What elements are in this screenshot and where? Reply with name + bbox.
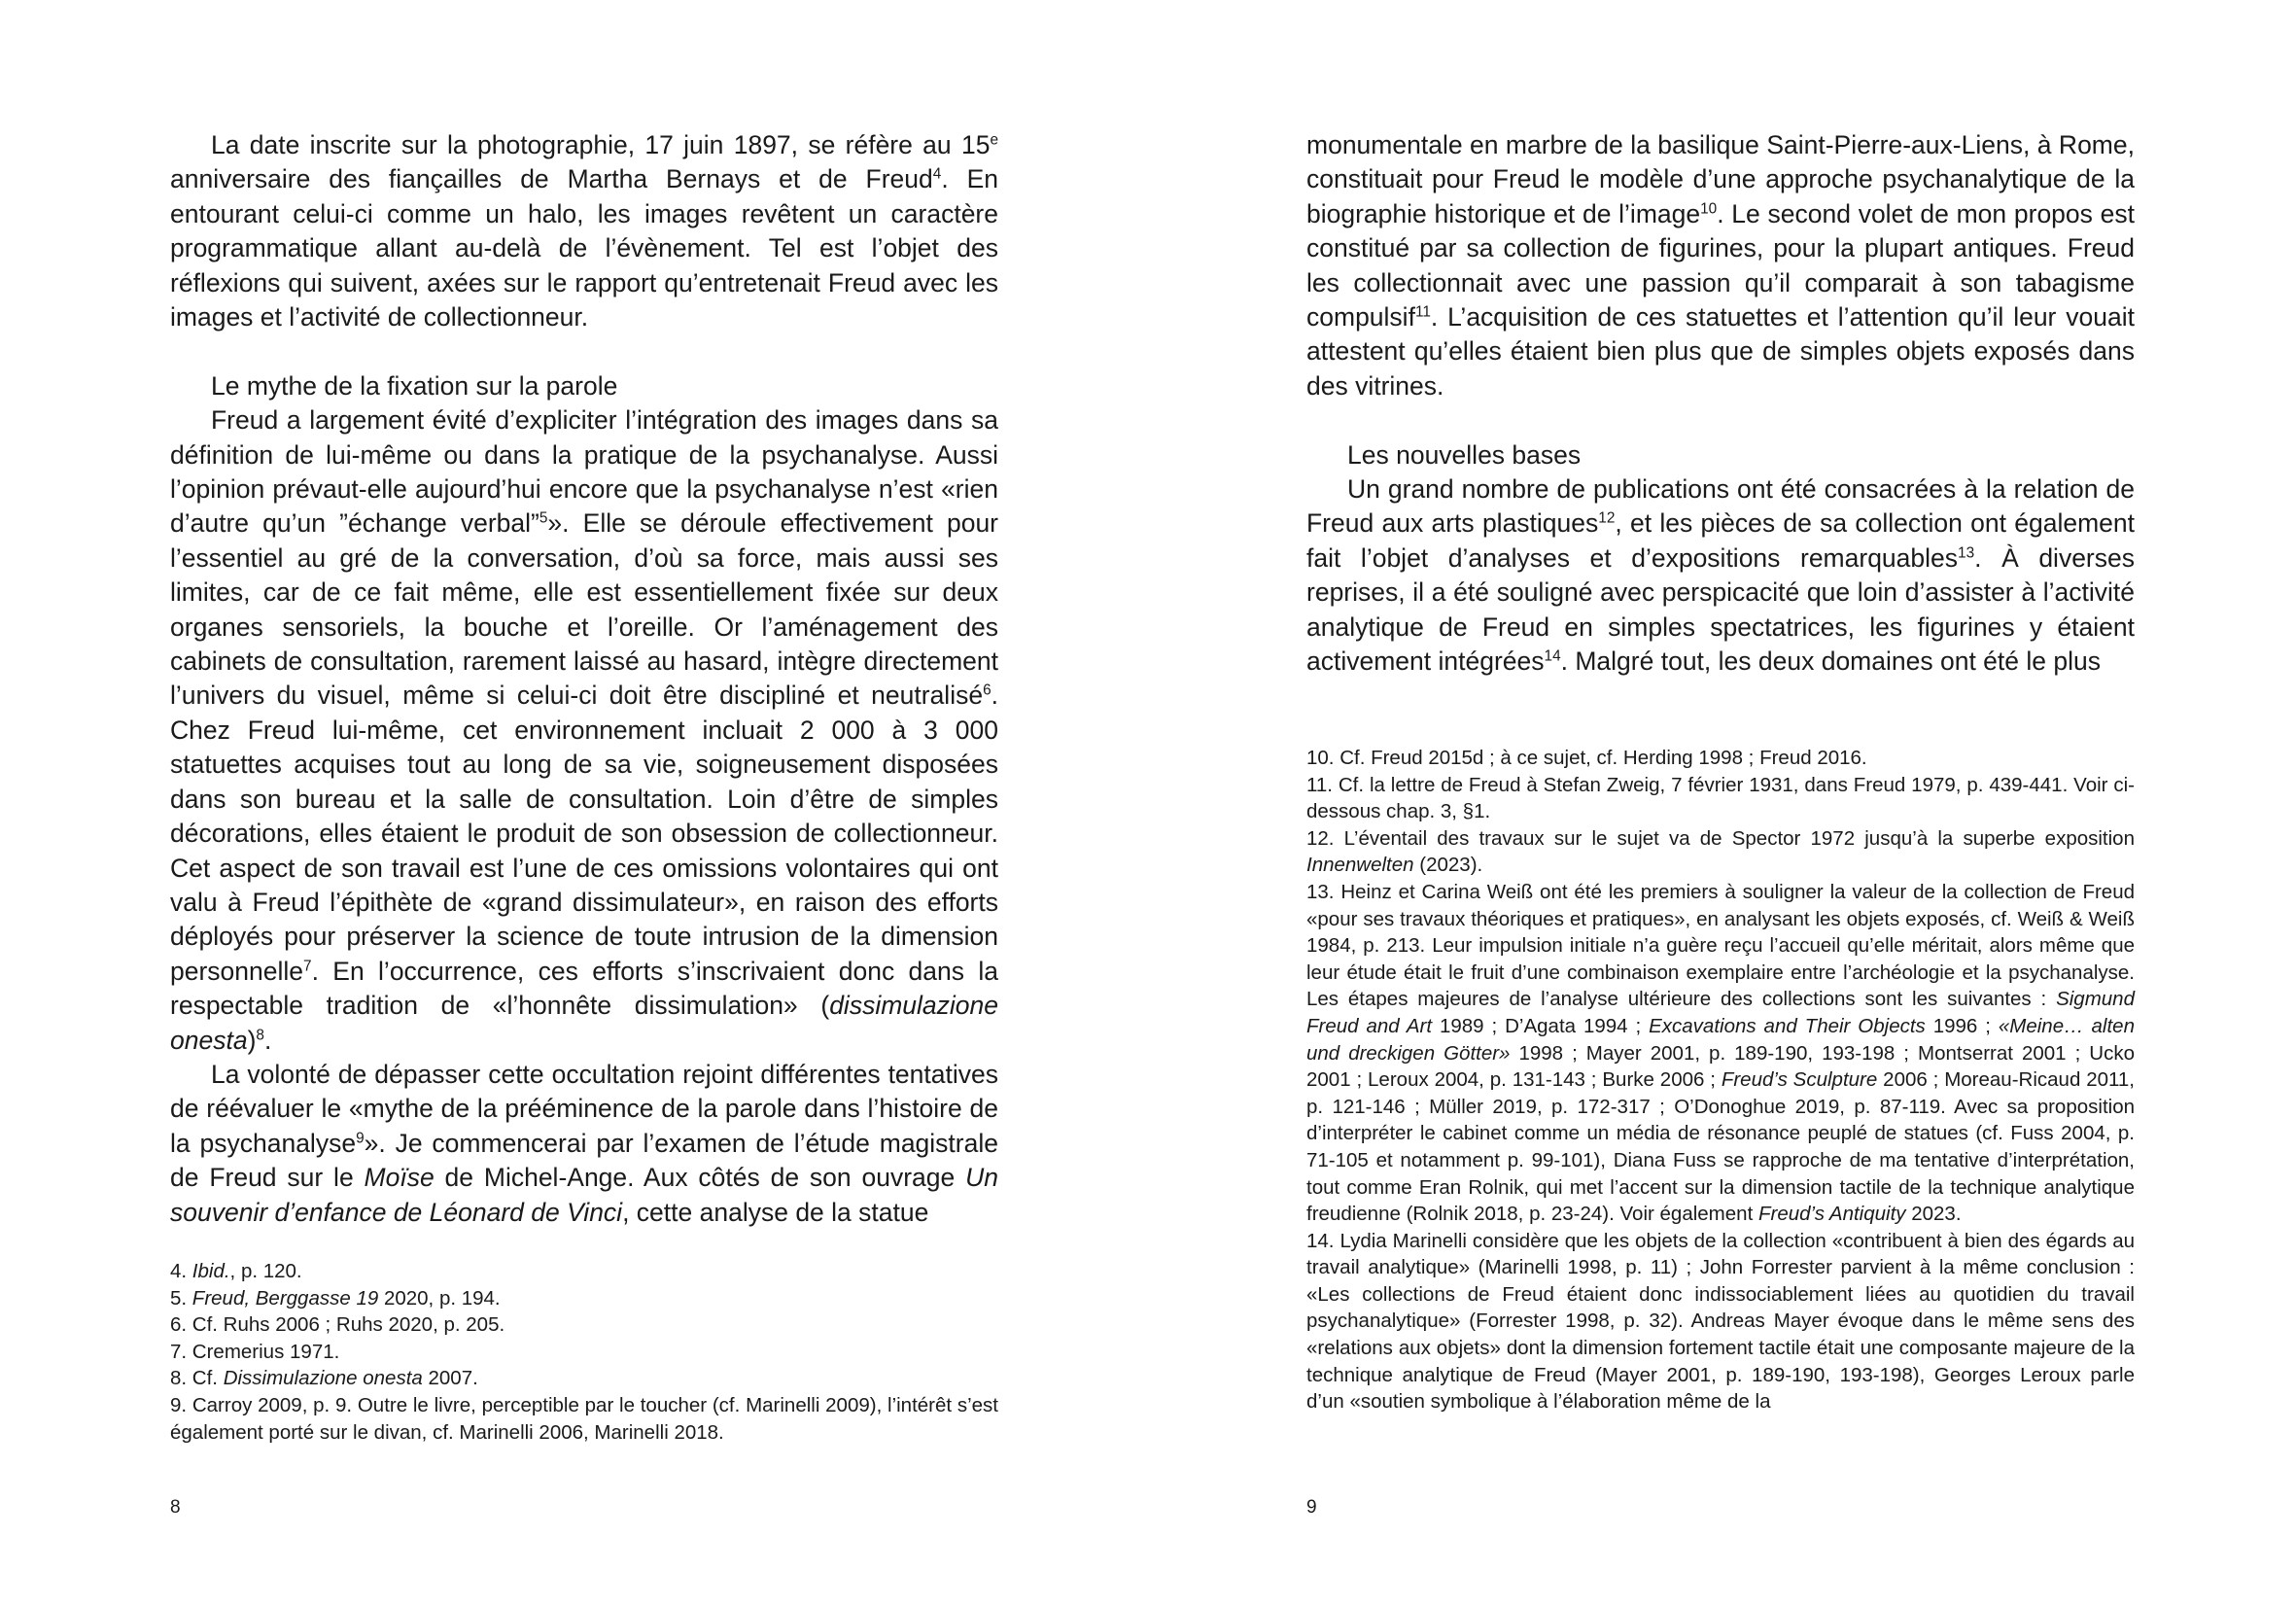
footnote: 14. Lydia Marinelli considère que les objets de la collection «contribuent à bien des égards au travail analytique» (Marinelli 1998, p. 11) ; John Forrester parvient à la même conclusion : «Les collections de Freud étaient donc indissociablement liées au quotidien du travail psychanalytique» (Forrester 1998, p. 32). Andreas Mayer évoque dans le même sens des «relations aux objets» dont la dimension fortement tactile était une composante majeure de la technique analytique de Freud (Mayer 2001, p. 189-190, 193-198), Georges Leroux parle d’un «soutien symbolique à l’élaboration même de la bbox=[1306, 1229, 2135, 1414]
paragraph: Freud a largement évité d’expliciter l’intégration des images dans sa définition de lui-même ou dans la pratique de la psychanalyse. Aussi l’opinion prévaut-elle aujourd’hui encore que la psychanalyse n’est «rien d’autre qu’un ”échange verbal”$^5$». Elle se déroule effectivement pour l’essentiel au gré de la conversation, d’où sa force, mais aussi ses limites, car de ce fait même, elle est essentiellement fixée sur deux organes sensoriels, la bouche et l’oreille. Or l’aménagement des cabinets de consultation, rarement laissé au hasard, intègre directement l’univers du visuel, même si celui-ci doit être discipliné et neutralisé$^6$. Chez Freud lui-même, cet environnement incluait 2 000 à 3 000 statuettes acquises tout au long de sa vie, soigneusement disposées dans son bureau et la salle de consultation. Loin d’être de simples décorations, elles étaient le produit de son obsession de collectionneur. Cet aspect de son travail est l’une de ces omissions volontaires qui ont valu à Freud l’épithète de «grand dissimulateur», en raison des efforts déployés pour préserver la science de toute intrusion de la dimension personnelle$^7$. En l’occurrence, ces efforts s’inscrivaient donc dans la respectable tradition de «l’honnête dissimulation» (dissimulazione onesta)$^8$. bbox=[170, 405, 999, 1055]
footnote: 12. L’éventail des travaux sur le sujet va de Spector 1972 jusqu’à la superbe exposition Innenwelten (2023). bbox=[1306, 826, 2135, 877]
right-footnotes bbox=[1306, 745, 2135, 1415]
footnote: 6. Cf. Ruhs 2006 ; Ruhs 2020, p. 205. bbox=[170, 1313, 505, 1337]
page-number: 8 bbox=[170, 1497, 181, 1518]
footnote: 4. Ibid., p. 120. bbox=[170, 1260, 302, 1282]
footnote: 9. Carroy 2009, p. 9. Outre le livre, perceptible par le toucher (cf. Marinelli 2009), l’intérêt s’est également porté sur le divan, cf. Marinelli 2006, Marinelli 2018. bbox=[170, 1393, 998, 1444]
paragraph: La volonté de dépasser cette occultation rejoint différentes tentatives de réévaluer le «mythe de la prééminence de la parole dans l’histoire de la psychanalyse$^9$». Je commencerai par l’examen de l’étude magistrale de Freud sur le Moïse de Michel-Ange. Aux côtés de son ouvrage Un souvenir d’enfance de Léonard de Vinci, cette analyse de la statue bbox=[170, 1059, 998, 1227]
paragraph: monumentale en marbre de la basilique Saint-Pierre-aux-Liens, à Rome, constituait pour Freud le modèle d’une approche psychanalytique de la biographie historique et de l’image$^{10}$. Le second volet de mon propos est constitué par sa collection de figurines, pour la plupart antiques. Freud les collectionnait avec une passion qu’il comparait à son tabagisme compulsif$^{11}$. L’acquisition de ces statuettes et l’attention qu’il leur vouait attestent qu’elles étaient bien plus que de simples objets exposés dans des vitrines. bbox=[1306, 130, 2135, 401]
footnote: 5. Freud, Berggasse 19 2020, p. 194. bbox=[170, 1286, 501, 1310]
footnote: 7. Cremerius 1971. bbox=[170, 1340, 340, 1363]
paragraph: La date inscrite sur la photographie, 17 juin 1897, se réfère au 15e anniversaire des fiançailles de Martha Bernays et de Freud$^4$. En entourant celui-ci comme un halo, les images revêtent un caractère programmatique allant au-delà de l’évènement. Tel est l’objet des réflexions qui suivent, axées sur le rapport qu’entretenait Freud avec les images et l’activité de collectionneur. bbox=[170, 130, 999, 332]
right-body-text bbox=[1306, 128, 2135, 679]
page-number: 9 bbox=[1306, 1497, 1317, 1518]
left-body-text bbox=[170, 128, 998, 1230]
left-footnotes bbox=[170, 1258, 998, 1446]
right-page bbox=[1148, 0, 2296, 1607]
section-heading: Les nouvelles bases bbox=[1347, 439, 1582, 470]
footnote: 13. Heinz et Carina Weiß ont été les premiers à souligner la valeur de la collection de Freud «pour ses travaux théoriques et pratiques», en analysant les objets exposés, cf. Weiß & Weiß 1984, p. 213. Leur impulsion initiale n’a guère reçu l’accueil qu’elle méritait, alors même que leur étude était le fruit d’une combinaison exemplaire entre l’archéologie et la psychanalyse. Les étapes majeures de l’analyse ultérieure des collections sont les suivantes : Sigmund Freud and Art 1989 ; D’Agata 1994 ; Excavations and Their Objects 1996 ; «Meine… alten und dreckigen Götter» 1998 ; Mayer 2001, p. 189-190, 193-198 ; Montserrat 2001 ; Ucko 2001 ; Leroux 2004, p. 131-143 ; Burke 2006 ; Freud’s Sculpture 2006 ; Moreau-Ricaud 2011, p. 121-146 ; Müller 2019, p. 172-317 ; O’Donoghue 2019, p. 87-119. Avec sa proposition d’interpréter le cabinet comme un média de résonance peuplé de statues (cf. Fuss 2004, p. 71-105 et notamment p. 99-101), Diana Fuss se rapproche de ma tentative d’interprétation, tout comme Eran Rolnik, qui met l’accent sur la dimension tactile de la technique analytique freudienne (Rolnik 2018, p. 23-24). Voir également Freud’s Antiquity 2023. bbox=[1306, 880, 2135, 1226]
footnote: 8. Cf. Dissimulazione onesta 2007. bbox=[170, 1367, 478, 1390]
section-heading: Le mythe de la fixation sur la parole bbox=[211, 370, 618, 401]
footnote: 10. Cf. Freud 2015d ; à ce sujet, cf. Herding 1998 ; Freud 2016. bbox=[1306, 747, 1867, 769]
paragraph: Un grand nombre de publications ont été consacrées à la relation de Freud aux arts plastiques$^{12}$, et les pièces de sa collection ont également fait l’objet d’analyses et d’expositions remarquables$^{13}$. À diverses reprises, il a été souligné avec perspicacité que loin d’assister à l’activité analytique de Freud en simples spectatrices, les figurines y étaient activement intégrées$^{14}$. Malgré tout, les deux domaines ont été le plus bbox=[1306, 474, 2136, 677]
footnote: 11. Cf. la lettre de Freud à Stefan Zweig, 7 février 1931, dans Freud 1979, p. 439-441. Voir ci-dessous chap. 3, §1. bbox=[1306, 773, 2135, 823]
